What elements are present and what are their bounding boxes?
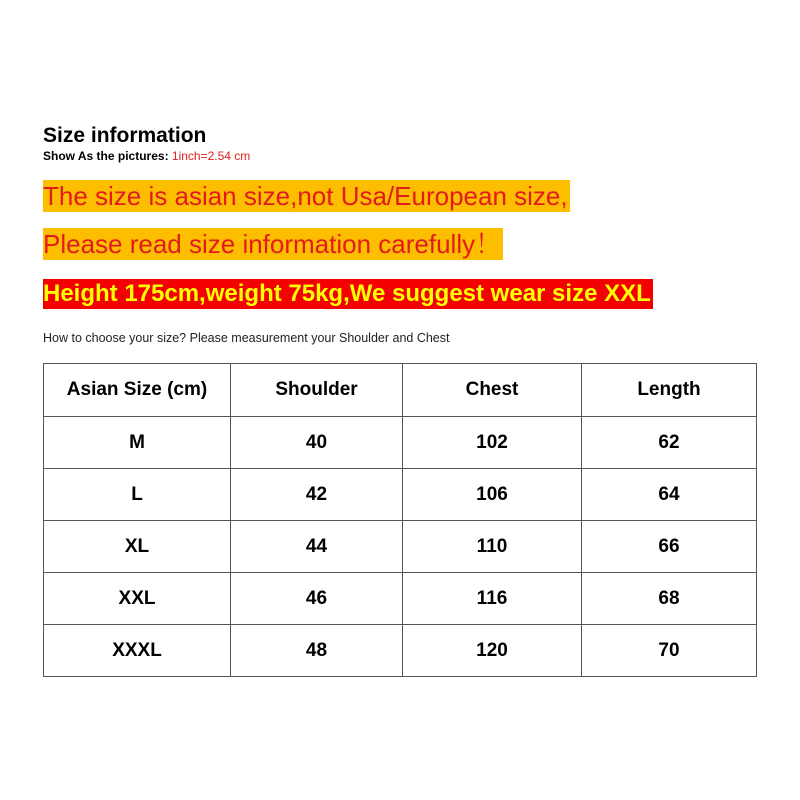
length-cell: 66 — [582, 521, 757, 573]
length-cell: 64 — [582, 469, 757, 521]
length-cell: 70 — [582, 625, 757, 677]
size-chart-table — [43, 363, 757, 677]
size-cell: L — [44, 469, 231, 521]
chest-cell: 116 — [403, 573, 582, 625]
length-cell: 68 — [582, 573, 757, 625]
size-cell: M — [44, 417, 231, 469]
measurement-hint: How to choose your size? Please measurement your Shoulder and Chest — [43, 331, 450, 345]
shoulder-cell: 40 — [231, 417, 403, 469]
header-length: Length — [582, 364, 757, 417]
size-cell: XL — [44, 521, 231, 573]
table-row — [44, 625, 757, 677]
shoulder-cell: 46 — [231, 573, 403, 625]
subtitle-label: Show As the pictures: — [43, 149, 169, 163]
chest-cell: 120 — [403, 625, 582, 677]
chest-cell: 110 — [403, 521, 582, 573]
shoulder-cell: 42 — [231, 469, 403, 521]
chest-cell: 106 — [403, 469, 582, 521]
table-row — [44, 417, 757, 469]
asian-size-warning: The size is asian size,not Usa/European size, — [43, 181, 568, 211]
table-header-row — [44, 364, 757, 417]
header-shoulder: Shoulder — [231, 364, 403, 417]
size-cell: XXXL — [44, 625, 231, 677]
read-carefully-warning: Please read size information carefully！ — [43, 229, 502, 259]
table-row — [44, 573, 757, 625]
size-cell: XXL — [44, 573, 231, 625]
shoulder-cell: 48 — [231, 625, 403, 677]
chest-cell: 102 — [403, 417, 582, 469]
header-chest: Chest — [403, 364, 582, 417]
shoulder-cell: 44 — [231, 521, 403, 573]
page-title: Size information — [43, 124, 207, 147]
length-cell: 62 — [582, 417, 757, 469]
table-row — [44, 521, 757, 573]
table-row — [44, 469, 757, 521]
header-asian-size: Asian Size (cm) — [44, 364, 231, 417]
subtitle — [43, 148, 250, 164]
unit-conversion-note: 1inch=2.54 cm — [171, 149, 251, 163]
size-suggestion-banner: Height 175cm,weight 75kg,We suggest wear size XXL — [43, 280, 651, 307]
